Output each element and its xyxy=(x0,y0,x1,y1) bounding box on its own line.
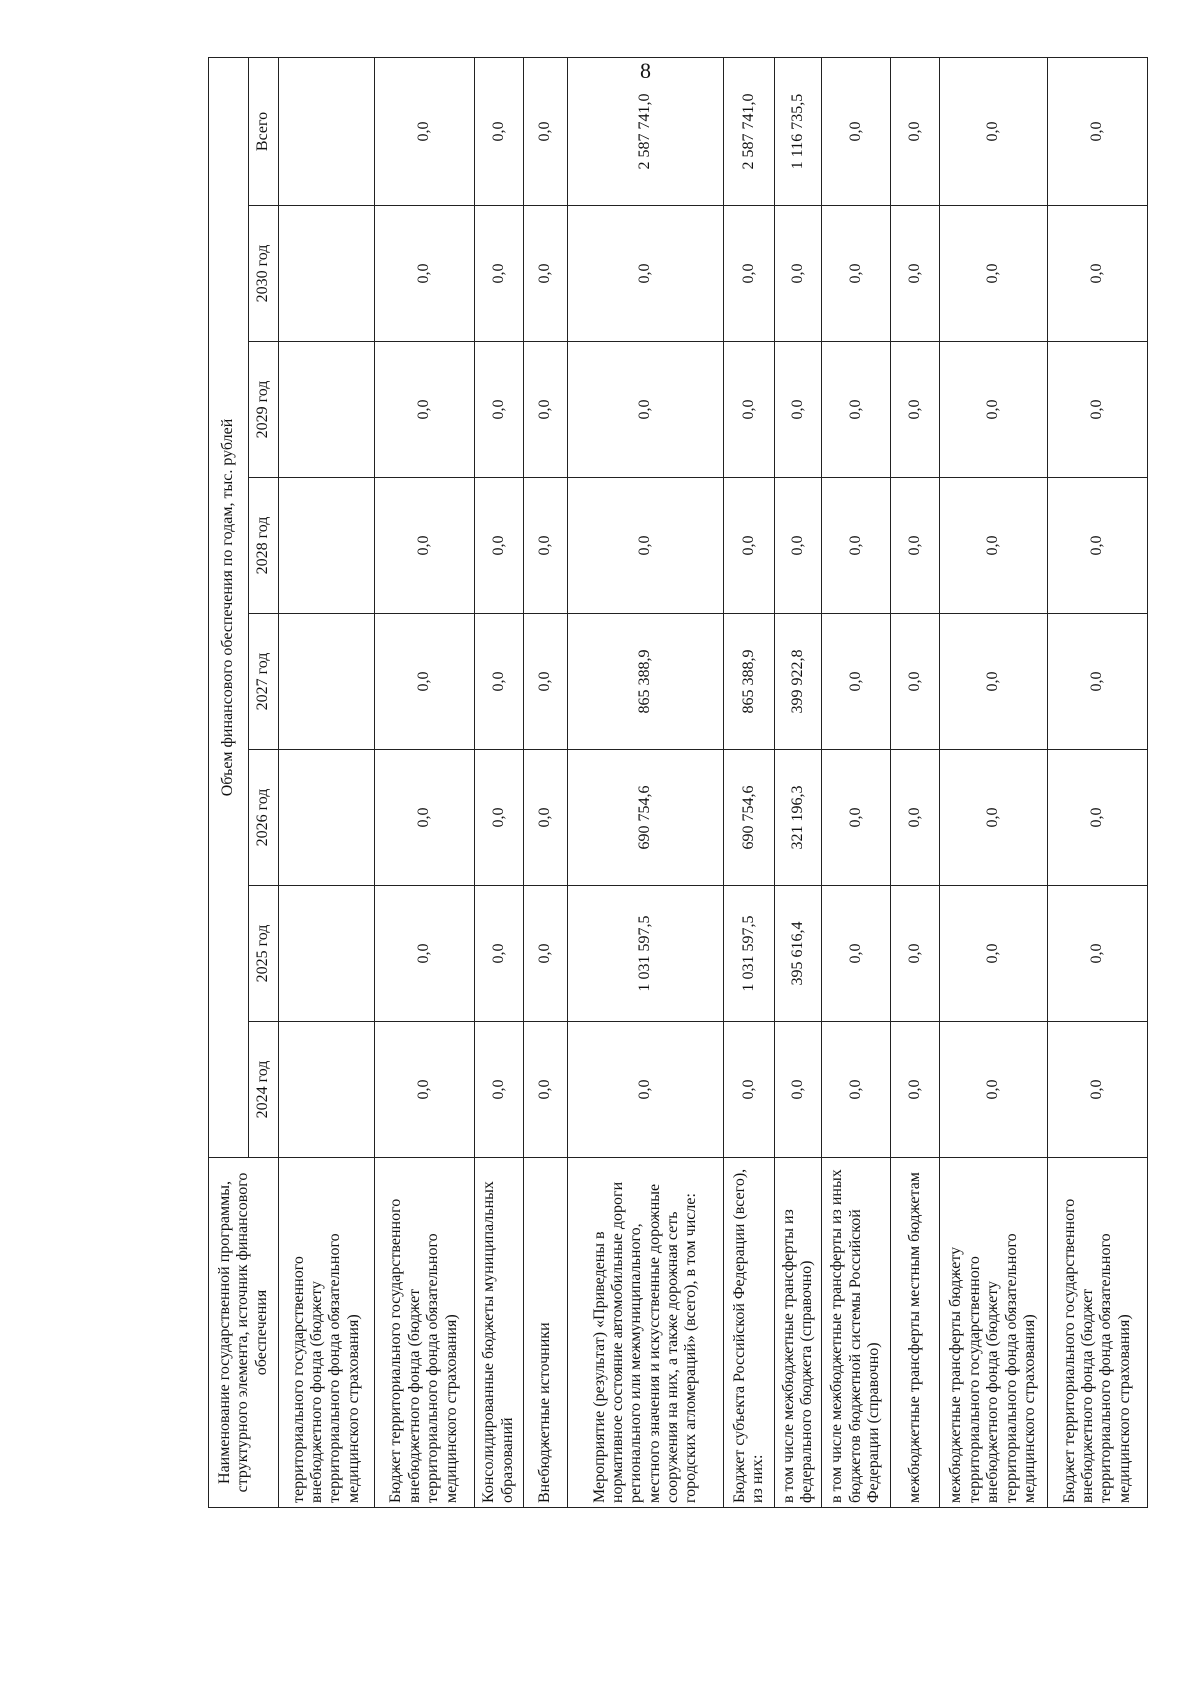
row-value-cell: 0,0 xyxy=(939,478,1047,614)
header-year-2028: 2028 год xyxy=(249,478,279,614)
row-value-cell: 0,0 xyxy=(939,614,1047,750)
row-label: Внебюджетные источники xyxy=(523,1158,568,1508)
table-row xyxy=(374,57,474,1507)
row-total-cell: 1 116 735,5 xyxy=(775,57,822,205)
row-value-cell: 0,0 xyxy=(474,206,523,342)
row-label: Мероприятие (результат) «Приведены в нормативное состояние автомобильные дороги регионального или межмуниципального, местного значения и искусственные дорожные сооружения на них, а также дорожная сеть городских агломераций» (всего), в том числе: xyxy=(568,1158,724,1508)
row-value-cell xyxy=(279,478,375,614)
row-value-cell: 0,0 xyxy=(821,342,890,478)
row-value-cell: 0,0 xyxy=(474,614,523,750)
row-value-cell: 0,0 xyxy=(821,478,890,614)
row-value-cell: 0,0 xyxy=(474,1022,523,1158)
row-value-cell: 0,0 xyxy=(821,750,890,886)
row-value-cell: 0,0 xyxy=(775,1022,822,1158)
table-row xyxy=(523,57,568,1507)
row-value-cell: 865 388,9 xyxy=(724,614,775,750)
row-value-cell: 690 754,6 xyxy=(568,750,724,886)
row-value-cell: 0,0 xyxy=(374,750,474,886)
row-label: межбюджетные трансферты местным бюджетам xyxy=(890,1158,939,1508)
row-value-cell: 0,0 xyxy=(1047,750,1147,886)
row-value-cell: 0,0 xyxy=(724,342,775,478)
row-value-cell: 0,0 xyxy=(1047,614,1147,750)
row-total-cell: 0,0 xyxy=(1047,57,1147,205)
row-total-cell: 0,0 xyxy=(939,57,1047,205)
row-value-cell: 0,0 xyxy=(523,342,568,478)
row-value-cell: 0,0 xyxy=(474,478,523,614)
row-value-cell: 0,0 xyxy=(821,206,890,342)
row-value-cell: 1 031 597,5 xyxy=(724,886,775,1022)
row-total-cell: 2 587 741,0 xyxy=(724,57,775,205)
table-row xyxy=(568,57,724,1507)
row-value-cell: 0,0 xyxy=(374,614,474,750)
row-value-cell: 0,0 xyxy=(568,342,724,478)
row-value-cell: 0,0 xyxy=(939,342,1047,478)
table-row xyxy=(775,57,822,1507)
table-row xyxy=(890,57,939,1507)
row-value-cell: 0,0 xyxy=(374,206,474,342)
row-value-cell: 0,0 xyxy=(890,614,939,750)
row-value-cell: 0,0 xyxy=(821,886,890,1022)
header-volume-group: Объем финансового обеспечения по годам, тыс. рублей xyxy=(209,57,249,1157)
row-value-cell xyxy=(279,342,375,478)
row-value-cell: 0,0 xyxy=(775,206,822,342)
row-value-cell: 321 196,3 xyxy=(775,750,822,886)
row-value-cell: 0,0 xyxy=(890,342,939,478)
row-total-cell: 0,0 xyxy=(890,57,939,205)
row-label: в том числе межбюджетные трансферты из федерального бюджета (справочно) xyxy=(775,1158,822,1508)
row-value-cell: 0,0 xyxy=(523,478,568,614)
row-value-cell xyxy=(279,1022,375,1158)
table-row xyxy=(724,57,775,1507)
row-value-cell: 0,0 xyxy=(821,614,890,750)
row-value-cell: 0,0 xyxy=(821,1022,890,1158)
row-label: межбюджетные трансферты бюджету территориального государственного внебюджетного фонда (бюджету территориального фонда обязательного медицинского страхования) xyxy=(939,1158,1047,1508)
row-value-cell: 0,0 xyxy=(1047,1022,1147,1158)
header-year-2027: 2027 год xyxy=(249,614,279,750)
row-value-cell: 399 922,8 xyxy=(775,614,822,750)
row-value-cell: 0,0 xyxy=(775,342,822,478)
row-total-cell: 2 587 741,0 xyxy=(568,57,724,205)
table-row xyxy=(1047,57,1147,1507)
row-value-cell: 0,0 xyxy=(1047,206,1147,342)
header-total: Всего xyxy=(249,57,279,205)
row-value-cell: 0,0 xyxy=(568,206,724,342)
row-value-cell: 0,0 xyxy=(374,1022,474,1158)
row-total-cell: 0,0 xyxy=(474,57,523,205)
row-total-cell xyxy=(279,57,375,205)
row-label: Бюджет территориального государственного внебюджетного фонда (бюджет территориального фонда обязательного медицинского страхования) xyxy=(374,1158,474,1508)
row-value-cell xyxy=(279,886,375,1022)
financing-table xyxy=(208,57,1148,1508)
table-row xyxy=(939,57,1047,1507)
row-value-cell: 0,0 xyxy=(890,478,939,614)
row-value-cell: 0,0 xyxy=(724,1022,775,1158)
table-row xyxy=(279,57,375,1507)
row-value-cell: 0,0 xyxy=(568,1022,724,1158)
row-value-cell xyxy=(279,206,375,342)
row-value-cell: 690 754,6 xyxy=(724,750,775,886)
row-value-cell: 0,0 xyxy=(939,1022,1047,1158)
row-value-cell: 0,0 xyxy=(374,478,474,614)
row-label: Бюджет субъекта Российской Федерации (всего), из них: xyxy=(724,1158,775,1508)
row-value-cell: 1 031 597,5 xyxy=(568,886,724,1022)
row-value-cell: 0,0 xyxy=(523,886,568,1022)
header-year-2025: 2025 год xyxy=(249,886,279,1022)
row-total-cell: 0,0 xyxy=(523,57,568,205)
row-value-cell: 0,0 xyxy=(474,886,523,1022)
header-year-2029: 2029 год xyxy=(249,342,279,478)
row-value-cell xyxy=(279,614,375,750)
row-value-cell: 0,0 xyxy=(890,750,939,886)
row-total-cell: 0,0 xyxy=(821,57,890,205)
row-value-cell: 0,0 xyxy=(724,478,775,614)
row-value-cell: 0,0 xyxy=(523,206,568,342)
row-value-cell: 0,0 xyxy=(374,342,474,478)
row-value-cell: 0,0 xyxy=(775,478,822,614)
row-value-cell: 0,0 xyxy=(890,886,939,1022)
header-year-2030: 2030 год xyxy=(249,206,279,342)
row-value-cell: 0,0 xyxy=(724,206,775,342)
row-value-cell: 0,0 xyxy=(1047,342,1147,478)
table-body xyxy=(279,57,1148,1507)
page-number: 8 xyxy=(640,58,651,83)
header-year-2026: 2026 год xyxy=(249,750,279,886)
row-value-cell: 865 388,9 xyxy=(568,614,724,750)
rotated-table-container xyxy=(208,93,1148,1508)
row-value-cell: 0,0 xyxy=(474,342,523,478)
row-value-cell: 0,0 xyxy=(374,886,474,1022)
row-label: Консолидированные бюджеты муниципальных образований xyxy=(474,1158,523,1508)
row-value-cell: 0,0 xyxy=(939,206,1047,342)
row-label: Бюджет территориального государственного внебюджетного фонда (бюджет территориального фонда обязательного медицинского страхования) xyxy=(1047,1158,1147,1508)
row-value-cell: 0,0 xyxy=(1047,886,1147,1022)
row-value-cell: 0,0 xyxy=(939,750,1047,886)
row-value-cell: 0,0 xyxy=(523,750,568,886)
row-value-cell: 0,0 xyxy=(890,206,939,342)
header-year-2024: 2024 год xyxy=(249,1022,279,1158)
row-total-cell: 0,0 xyxy=(374,57,474,205)
row-label: в том числе межбюджетные трансферты из иных бюджетов бюджетной системы Российской Федерации (справочно) xyxy=(821,1158,890,1508)
row-value-cell: 0,0 xyxy=(523,614,568,750)
row-value-cell: 0,0 xyxy=(474,750,523,886)
row-value-cell: 0,0 xyxy=(890,1022,939,1158)
row-value-cell: 0,0 xyxy=(939,886,1047,1022)
row-value-cell: 395 616,4 xyxy=(775,886,822,1022)
row-label: территориального государственного внебюджетного фонда (бюджету территориального фонда обязательного медицинского страхования) xyxy=(279,1158,375,1508)
table-row xyxy=(474,57,523,1507)
row-value-cell: 0,0 xyxy=(1047,478,1147,614)
row-value-cell: 0,0 xyxy=(523,1022,568,1158)
row-value-cell: 0,0 xyxy=(568,478,724,614)
header-name-column: Наименование государственной программы, структурного элемента, источник финансового обеспечения xyxy=(209,1158,279,1508)
table-row xyxy=(821,57,890,1507)
row-value-cell xyxy=(279,750,375,886)
